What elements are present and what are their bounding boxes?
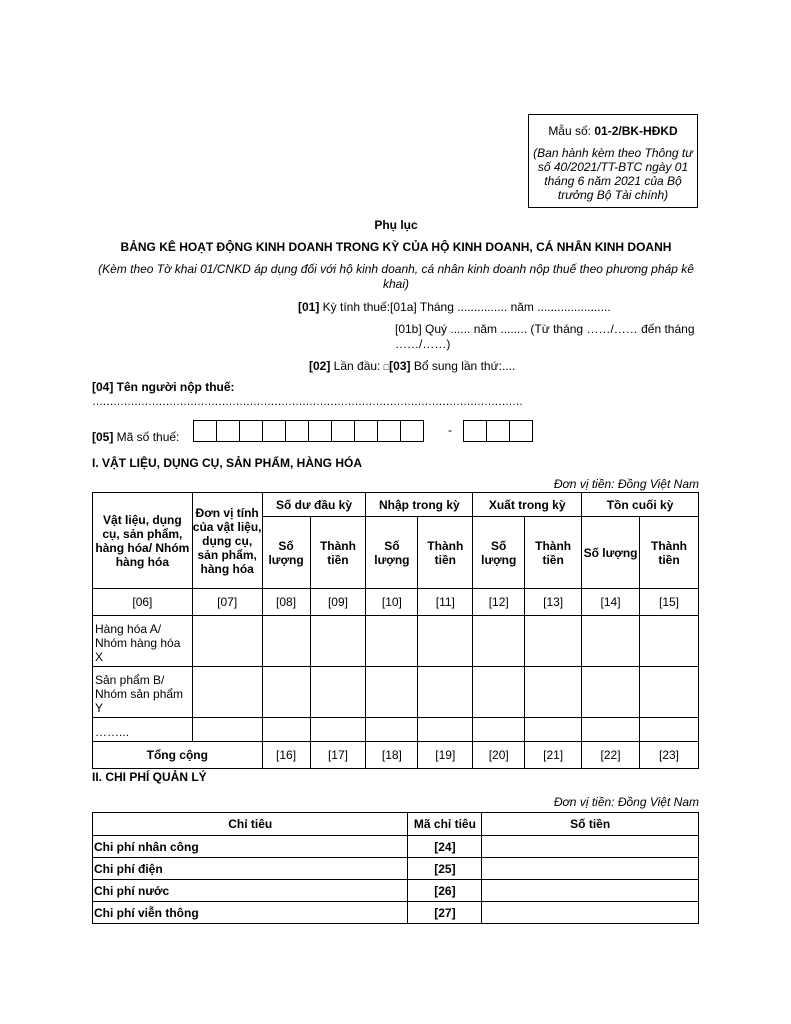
col-amount-header: Số tiền [482, 813, 699, 836]
cost-code: [26] [408, 880, 482, 902]
tax-code-digit[interactable] [216, 420, 240, 442]
col-qty-header: Số lượng [366, 517, 418, 589]
table-cell[interactable] [473, 718, 525, 742]
group-export-header: Xuất trong kỳ [473, 493, 582, 517]
taxpayer-name-label: [04] Tên người nộp thuế: [92, 380, 235, 394]
cost-code: [27] [408, 902, 482, 924]
tax-code-dash: - [448, 423, 452, 437]
tax-code-digit[interactable] [262, 420, 286, 442]
period-01a-text: Kỳ tính thuế:[01a] Tháng ............... năm ...................... [319, 300, 611, 314]
table-cell[interactable] [310, 667, 366, 718]
table-row [93, 880, 699, 902]
total-code: [16] [262, 742, 310, 769]
table-cell[interactable] [192, 616, 262, 667]
total-code: [18] [366, 742, 418, 769]
cost-label: Chi phí nước [93, 880, 408, 902]
table-row [93, 902, 699, 924]
total-label: Tổng cộng [93, 742, 263, 769]
table-cell[interactable] [582, 616, 640, 667]
table-cell[interactable] [525, 616, 582, 667]
table-cell[interactable] [640, 616, 699, 667]
table-cell[interactable] [366, 667, 418, 718]
total-row [93, 742, 699, 769]
col-unit-header: Đơn vị tính của vật liệu, dụng cụ, sản phẩm, hàng hóa [192, 493, 262, 589]
issued-note: (Ban hành kèm theo Thông tư số 40/2021/TT-BTC ngày 01 tháng 6 năm 2021 của Bộ trưởng Bộ Tài chính) [533, 146, 693, 202]
table-row [93, 718, 699, 742]
tax-code-digit[interactable] [463, 420, 487, 442]
tax-code-digit[interactable] [486, 420, 510, 442]
column-code: [10] [366, 589, 418, 616]
table-row [93, 836, 699, 858]
first-time-label: Lần đầu: [330, 359, 384, 373]
table-cell[interactable] [582, 718, 640, 742]
page-subtitle: (Kèm theo Tờ khai 01/CNKD áp dụng đối với hộ kinh doanh, cá nhân kinh doanh nộp thuế theo phương pháp kê khai) [98, 262, 694, 291]
col-amount-header: Thành tiền [640, 517, 699, 589]
cost-amount[interactable] [482, 880, 699, 902]
section2-unit: Đơn vị tiền: Đồng Việt Nam [553, 795, 699, 809]
column-code: [11] [418, 589, 473, 616]
tax-code-digit[interactable] [193, 420, 217, 442]
code-05: [05] [92, 430, 114, 444]
table-cell[interactable] [310, 718, 366, 742]
cost-code: [25] [408, 858, 482, 880]
section1-unit: Đơn vị tiền: Đồng Việt Nam [553, 477, 699, 491]
col-qty-header: Số lượng [473, 517, 525, 589]
form-number-box [528, 114, 698, 208]
tax-code-digit[interactable] [354, 420, 378, 442]
total-code: [17] [310, 742, 366, 769]
table-cell[interactable] [525, 718, 582, 742]
form-number [529, 124, 697, 138]
table-cell[interactable] [418, 667, 473, 718]
column-code: [07] [192, 589, 262, 616]
cost-label: Chi phí nhân công [93, 836, 408, 858]
inventory-table [92, 492, 699, 769]
table-cell[interactable] [262, 616, 310, 667]
table-cell[interactable] [418, 616, 473, 667]
table-cell[interactable] [640, 667, 699, 718]
cost-amount[interactable] [482, 836, 699, 858]
total-code: [20] [473, 742, 525, 769]
cost-label: Chi phí viễn thông [93, 902, 408, 924]
first-time-checkbox[interactable]: □ [383, 362, 390, 372]
column-code: [12] [473, 589, 525, 616]
supplement-label: Bổ sung lần thứ:.... [410, 359, 516, 373]
cost-label: Chi phí điện [93, 858, 408, 880]
management-cost-table [92, 812, 699, 924]
period-01a [298, 300, 611, 314]
cost-code: [24] [408, 836, 482, 858]
period-01b: [01b] Quý ...... năm ........ (Từ tháng ……/…… đến tháng ……/……) [395, 322, 695, 351]
row-label: Sản phẩm B/ Nhóm sản phẩm Y [93, 667, 193, 718]
col-item-header: Vật liệu, dụng cụ, sản phẩm, hàng hóa/ Nhóm hàng hóa [93, 493, 193, 589]
appendix-label: Phụ lục [374, 218, 418, 232]
tax-code-digit[interactable] [331, 420, 355, 442]
code-03: [03] [389, 359, 411, 373]
total-code: [23] [640, 742, 699, 769]
col-amount-header: Thành tiền [525, 517, 582, 589]
section2-heading: II. CHI PHÍ QUẢN LÝ [92, 770, 207, 784]
table-cell[interactable] [582, 667, 640, 718]
table-cell[interactable] [640, 718, 699, 742]
table-row [93, 858, 699, 880]
table-cell[interactable] [310, 616, 366, 667]
tax-code-digit[interactable] [308, 420, 332, 442]
column-code: [13] [525, 589, 582, 616]
column-code: [06] [93, 589, 193, 616]
column-code: [14] [582, 589, 640, 616]
table-cell[interactable] [473, 616, 525, 667]
col-amount-header: Thành tiền [310, 517, 366, 589]
tax-code-digits[interactable] [193, 420, 423, 442]
tax-code-digit[interactable] [285, 420, 309, 442]
tax-code-label [92, 430, 179, 444]
form-number-label: Mẫu số: [548, 124, 595, 138]
cost-amount[interactable] [482, 902, 699, 924]
table-cell[interactable] [525, 667, 582, 718]
table-cell[interactable] [418, 718, 473, 742]
col-code-header: Mã chỉ tiêu [408, 813, 482, 836]
tax-code-digit[interactable] [377, 420, 401, 442]
table-cell[interactable] [192, 718, 262, 742]
col-qty-header: Số lượng [582, 517, 640, 589]
group-opening-header: Số dư đầu kỳ [262, 493, 366, 517]
tax-code-label-text: Mã số thuế: [113, 430, 180, 444]
table-cell[interactable] [262, 667, 310, 718]
table-cell[interactable] [473, 667, 525, 718]
group-import-header: Nhập trong kỳ [366, 493, 473, 517]
tax-code-digit[interactable] [400, 420, 424, 442]
tax-code-digit[interactable] [239, 420, 263, 442]
taxpayer-name-field[interactable]: …………………………………………………………………………………………………………… [92, 396, 523, 408]
form-number-code: 01-2/BK-HĐKD [594, 124, 678, 138]
col-qty-header: Số lượng [262, 517, 310, 589]
column-code: [08] [262, 589, 310, 616]
group-closing-header: Tồn cuối kỳ [582, 493, 699, 517]
row-label: ……... [93, 718, 193, 742]
cost-amount[interactable] [482, 858, 699, 880]
table-cell[interactable] [366, 616, 418, 667]
code-02: [02] [309, 359, 331, 373]
tax-code-branch-digits[interactable] [463, 420, 532, 442]
col-amount-header: Thành tiền [418, 517, 473, 589]
total-code: [21] [525, 742, 582, 769]
tax-code-digit[interactable] [509, 420, 533, 442]
section1-heading: I. VẬT LIỆU, DỤNG CỤ, SẢN PHẨM, HÀNG HÓA [92, 456, 363, 470]
table-cell[interactable] [366, 718, 418, 742]
column-code: [09] [310, 589, 366, 616]
col-item-header: Chỉ tiêu [93, 813, 408, 836]
table-cell[interactable] [262, 718, 310, 742]
total-code: [22] [582, 742, 640, 769]
column-code: [15] [640, 589, 699, 616]
page-title: BẢNG KÊ HOẠT ĐỘNG KINH DOANH TRONG KỲ CỦA HỘ KINH DOANH, CÁ NHÂN KINH DOANH [120, 240, 672, 254]
table-cell[interactable] [192, 667, 262, 718]
table-row [93, 616, 699, 667]
code-01: [01] [298, 300, 320, 314]
first-time-row [309, 359, 515, 373]
table-row [93, 667, 699, 718]
total-code: [19] [418, 742, 473, 769]
row-label: Hàng hóa A/ Nhóm hàng hóa X [93, 616, 193, 667]
